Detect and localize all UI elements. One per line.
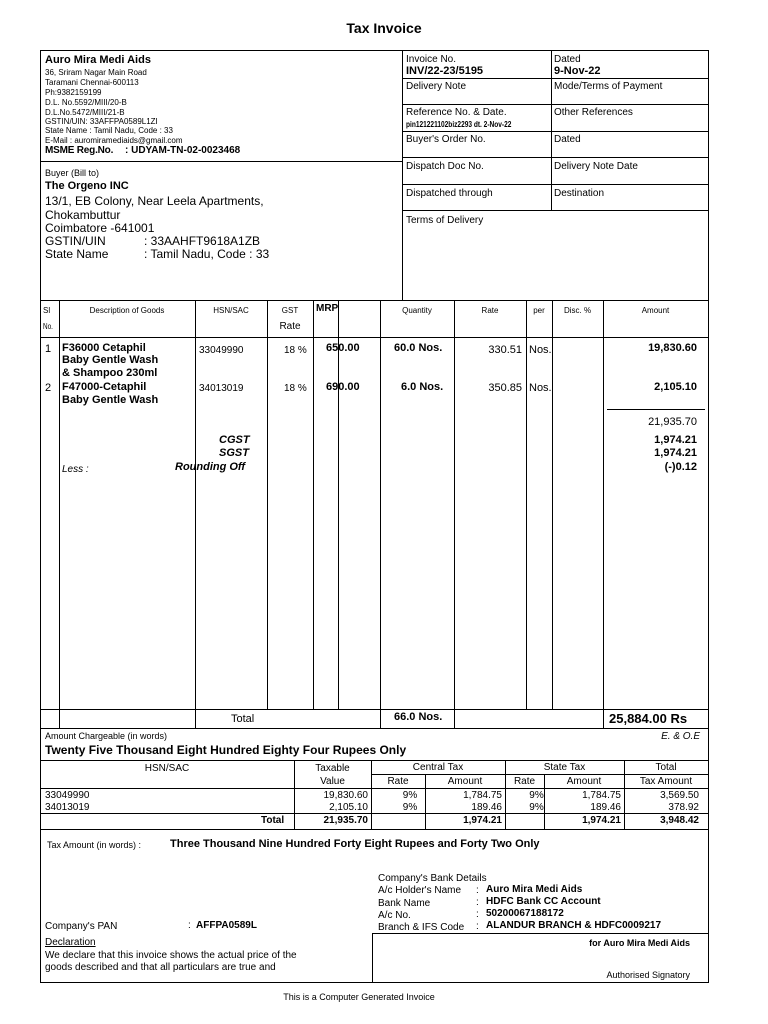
items-header-top — [40, 300, 709, 301]
items-body-bottom — [40, 709, 709, 710]
bank-details-title: Company's Bank Details — [378, 873, 487, 884]
items-header-bottom — [40, 337, 709, 338]
item-per: Nos. — [529, 382, 552, 394]
tax-col-tax-amount: Tax Amount — [639, 776, 693, 787]
item-amount: 19,830.60 — [648, 342, 697, 354]
seller-email: E-Mail : auromiramediaids@gmail.com — [45, 136, 183, 145]
frame-bottom — [40, 982, 709, 983]
buyer-name: The Orgeno INC — [45, 180, 129, 192]
holder-value: Auro Mira Medi Aids — [486, 884, 583, 895]
tax-col-state-amount: Amount — [566, 776, 602, 787]
tax-row-central-amount: 1,784.75 — [463, 790, 502, 801]
frame-left — [40, 50, 41, 983]
col-rate: Rate — [481, 306, 499, 315]
branch-value: ALANDUR BRANCH & HDFC0009217 — [486, 920, 662, 931]
delivery-note-date-label: Delivery Note Date — [554, 161, 638, 172]
other-references-label: Other References — [554, 107, 633, 118]
item-sl: 1 — [45, 343, 52, 355]
tax-row-hsn: 33049990 — [45, 790, 90, 801]
col-disc: Disc. % — [563, 306, 592, 315]
item-amount: 2,105.10 — [654, 381, 697, 393]
footer-note: This is a Computer Generated Invoice — [283, 992, 435, 1002]
item-desc-line: F36000 Cetaphil — [62, 342, 146, 354]
tax-row-central-amount: 189.46 — [471, 802, 502, 813]
tax-row-total: 3,569.50 — [660, 790, 699, 801]
item-hsn: 33049990 — [199, 345, 244, 356]
item-desc-line: F47000-Cetaphil — [62, 381, 147, 393]
tax-col-total: Total — [655, 762, 677, 773]
tax-row-state-amount: 189.46 — [590, 802, 621, 813]
col-hsn: HSN/SAC — [213, 306, 249, 315]
item-qty: 6.0 Nos. — [401, 381, 444, 393]
invoice-title: Tax Invoice — [346, 20, 422, 36]
holder-label: A/c Holder's Name — [378, 885, 462, 896]
tax-total-central: 1,974.21 — [463, 815, 502, 826]
buyers-order-label: Buyer's Order No. — [406, 134, 486, 145]
total-amount: 25,884.00 Rs — [609, 711, 688, 726]
pan-value: AFFPA0589L — [196, 920, 257, 931]
branch-label: Branch & IFS Code — [378, 922, 465, 933]
frame-top — [40, 50, 709, 51]
dated-value: 9-Nov-22 — [554, 65, 601, 77]
seller-address-line: Taramani Chennai-600113 — [45, 78, 139, 87]
destination-label: Destination — [554, 188, 605, 199]
item-rate: 350.85 — [488, 382, 522, 394]
tax-total-tax: 3,948.42 — [660, 815, 699, 826]
acno-label: A/c No. — [378, 910, 411, 921]
dispatch-doc-label: Dispatch Doc No. — [406, 161, 484, 172]
tax-row-central-rate: 9% — [402, 802, 418, 813]
acno-value: 50200067188172 — [486, 908, 564, 919]
bank-name-label: Bank Name — [378, 898, 431, 909]
total-row-bottom — [40, 728, 709, 729]
seller-dl-1: D.L. No.5592/MIII/20-B — [45, 98, 127, 107]
buyer-state-label: State Name — [45, 247, 109, 261]
item-per: Nos. — [529, 344, 552, 356]
msme-value: : UDYAM-TN-02-0023468 — [125, 145, 241, 156]
subtotal-rule — [607, 409, 705, 410]
meta-col-divider — [551, 50, 552, 210]
tax-row-total: 378.92 — [668, 802, 699, 813]
col-gst: GST — [281, 306, 299, 315]
buyer-gstin-label: GSTIN/UIN — [45, 234, 106, 248]
for-company: for Auro Mira Medi Aids — [589, 938, 690, 948]
col-description: Description of Goods — [89, 306, 165, 315]
cgst-label: CGST — [219, 434, 250, 446]
tax-col-central-rate: Rate — [387, 776, 409, 787]
bank-name-value: HDFC Bank CC Account — [486, 896, 601, 907]
col-mrp: MRP — [316, 303, 339, 314]
buyer-label: Buyer (Bill to) — [45, 168, 100, 178]
declaration-label: Declaration — [45, 937, 96, 948]
seller-address-line: 36, Sriram Nagar Main Road — [45, 68, 147, 77]
item-mrp: 690.00 — [326, 381, 360, 393]
amount-words-label: Amount Chargeable (in words) — [45, 731, 168, 741]
tax-total-label: Total — [261, 815, 285, 826]
seller-gstin: GSTIN/UIN: 33AFFPA0589L1ZI — [45, 117, 158, 126]
pan-label: Company's PAN — [45, 921, 118, 932]
col-per: per — [533, 306, 545, 315]
buyer-address-line: Coimbatore -641001 — [45, 221, 155, 235]
eoe-label: E. & O.E — [661, 731, 700, 742]
col-no: No. — [43, 322, 53, 331]
item-sl: 2 — [45, 382, 52, 394]
tax-row-state-rate: 9% — [529, 790, 544, 801]
sgst-amount: 1,974.21 — [654, 447, 697, 459]
tax-row-hsn: 34013019 — [45, 802, 90, 813]
col-quantity: Quantity — [402, 306, 432, 315]
subtotal-amount: 21,935.70 — [648, 416, 697, 428]
seller-phone: Ph:9382159199 — [45, 88, 102, 97]
buyer-address-line: 13/1, EB Colony, Near Leela Apartments, — [45, 194, 264, 208]
item-desc-line: Baby Gentle Wash — [62, 394, 159, 406]
invoice-no-label: Invoice No. — [406, 54, 457, 65]
item-qty: 60.0 Nos. — [394, 342, 443, 354]
dated-2-label: Dated — [554, 134, 581, 145]
dispatched-through-label: Dispatched through — [406, 188, 493, 199]
item-rate: 330.51 — [488, 344, 522, 356]
tax-amount-in-words: Three Thousand Nine Hundred Forty Eight Rupees and Forty Two Only — [170, 838, 540, 850]
authorised-signatory: Authorised Signatory — [606, 970, 690, 980]
header-mid-divider — [402, 50, 403, 300]
amount-in-words: Twenty Five Thousand Eight Hundred Eighty Four Rupees Only — [45, 743, 407, 757]
buyer-gstin-value: : 33AAHFT9618A1ZB — [144, 234, 261, 248]
total-quantity: 66.0 Nos. — [394, 711, 443, 723]
rounding-amount: (-)0.12 — [664, 461, 697, 473]
tax-col-state: State Tax — [543, 762, 586, 773]
delivery-note-label: Delivery Note — [406, 81, 467, 92]
dated-label: Dated — [554, 54, 581, 65]
tax-col-state-rate: Rate — [513, 776, 536, 787]
sgst-label: SGST — [219, 447, 249, 459]
col-gst-rate: Rate — [279, 321, 301, 332]
terms-of-delivery-label: Terms of Delivery — [406, 215, 484, 226]
declaration-line: We declare that this invoice shows the actual price of the — [45, 950, 297, 961]
tax-total-state: 1,974.21 — [582, 815, 621, 826]
item-desc-line: & Shampoo 230ml — [62, 367, 158, 379]
less-label: Less : — [62, 464, 89, 475]
tax-row-value: 19,830.60 — [323, 790, 368, 801]
seller-buyer-divider — [40, 161, 403, 162]
item-desc-line: Baby Gentle Wash — [62, 354, 159, 366]
seller-state: State Name : Tamil Nadu, Code : 33 — [45, 126, 173, 135]
signature-box-left — [372, 933, 373, 983]
rounding-label: Rounding Off — [175, 461, 246, 473]
invoice-no-value: INV/22-23/5195 — [406, 65, 484, 77]
item-gst: 18 % — [284, 345, 307, 356]
tax-row-central-rate: 9% — [402, 790, 418, 801]
frame-right — [708, 50, 709, 983]
tax-col-central-amount: Amount — [447, 776, 483, 787]
tax-words-label: Tax Amount (in words) : — [47, 840, 142, 850]
item-gst: 18 % — [284, 383, 307, 394]
cgst-amount: 1,974.21 — [654, 434, 697, 446]
mode-terms-label: Mode/Terms of Payment — [554, 81, 663, 92]
seller-name: Auro Mira Medi Aids — [45, 54, 151, 66]
tax-col-taxable: Taxable — [315, 763, 350, 774]
item-mrp: 650.00 — [326, 342, 360, 354]
tax-col-central: Central Tax — [412, 762, 464, 773]
tax-row-state-amount: 1,784.75 — [582, 790, 621, 801]
reference-label: Reference No. & Date. — [406, 107, 507, 118]
declaration-line: goods described and that all particulars are true and — [45, 962, 276, 973]
item-hsn: 34013019 — [199, 383, 244, 394]
tax-total-value: 21,935.70 — [323, 815, 368, 826]
buyer-state-value: : Tamil Nadu, Code : 33 — [144, 247, 270, 261]
tax-row-state-rate: 9% — [529, 802, 544, 813]
seller-dl-2: D.L.No.5472/MIII/21-B — [45, 108, 125, 117]
msme-label: MSME Reg.No. — [45, 145, 114, 156]
tax-col-value: Value — [320, 776, 345, 787]
tax-col-hsn: HSN/SAC — [144, 763, 190, 774]
tax-row-value: 2,105.10 — [329, 802, 368, 813]
buyer-address-line: Chokambuttur — [45, 208, 121, 222]
signature-box-top — [372, 933, 709, 934]
col-sl: Sl — [43, 306, 51, 315]
reference-value: pin121221102biz2293 dt. 2-Nov-22 — [406, 120, 512, 129]
col-amount: Amount — [641, 306, 670, 315]
total-label: Total — [231, 713, 255, 725]
